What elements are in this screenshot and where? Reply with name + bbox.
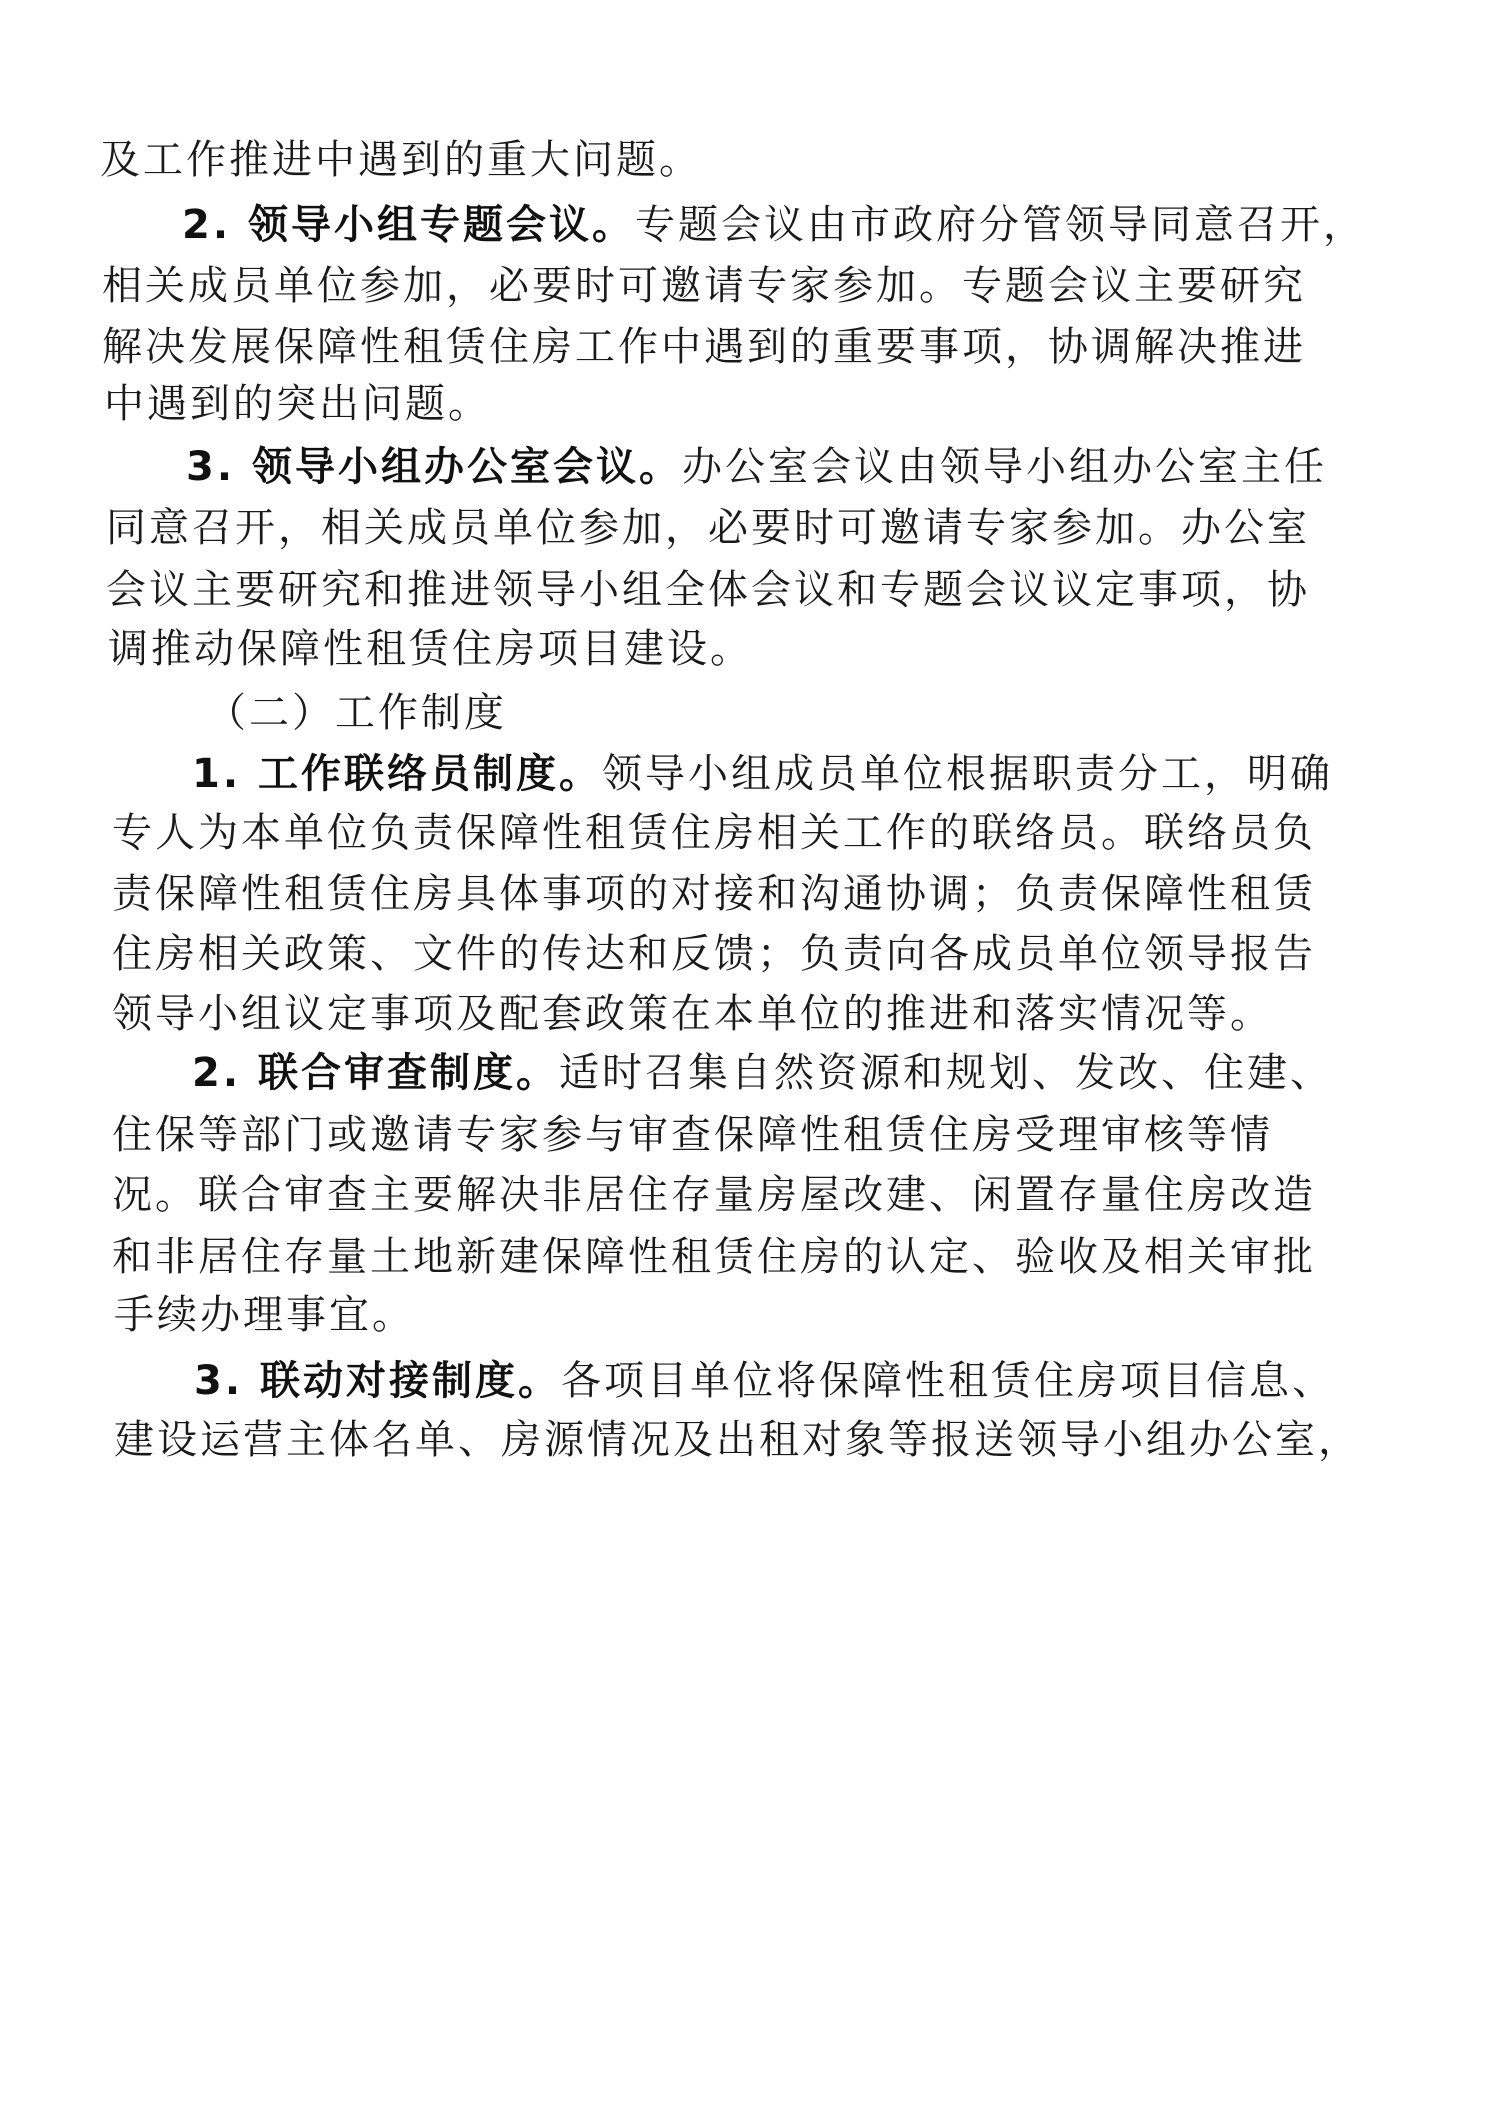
paragraph-line bbox=[112, 1233, 1316, 1281]
paragraph-line bbox=[102, 323, 1306, 371]
body-text: 中遇到的突出问题。 bbox=[104, 381, 491, 427]
body-text: 专人为本单位负责保障性租赁住房相关工作的联络员。联络员负 bbox=[112, 810, 1316, 856]
body-text: 建设运营主体名单、房源情况及出租对象等报送领导小组办公室， bbox=[114, 1417, 1361, 1463]
body-text: 解决发展保障性租赁住房工作中遇到的重要事项，协调解决推进 bbox=[102, 324, 1306, 370]
paragraph-line bbox=[112, 809, 1316, 857]
paragraph-line bbox=[106, 566, 1310, 614]
item-heading: 2. 领导小组专题会议。 bbox=[182, 202, 635, 248]
paragraph-line bbox=[192, 750, 1333, 798]
paragraph-line bbox=[182, 201, 1366, 249]
body-text: 和非居住存量土地新建保障性租赁住房的认定、验收及相关审批 bbox=[112, 1234, 1316, 1280]
body-text: 办公室会议由领导小组办公室主任 bbox=[681, 444, 1327, 490]
paragraph-line bbox=[186, 443, 1327, 491]
paragraph-line bbox=[112, 1171, 1316, 1219]
item-heading: 2. 联合审查制度。 bbox=[192, 1050, 559, 1096]
body-text: 相关成员单位参加，必要时可邀请专家参加。专题会议主要研究 bbox=[102, 263, 1306, 309]
body-text: 责保障性租赁住房具体事项的对接和沟通协调；负责保障性租赁 bbox=[112, 871, 1316, 917]
paragraph-line bbox=[112, 1111, 1273, 1159]
paragraph-line bbox=[106, 504, 1310, 552]
body-text: 及工作推进中遇到的重大问题。 bbox=[100, 137, 702, 183]
body-text: 住保等部门或邀请专家参与审查保障性租赁住房受理审核等情 bbox=[112, 1112, 1273, 1158]
paragraph-line bbox=[104, 380, 491, 428]
item-heading: 1. 工作联络员制度。 bbox=[192, 751, 602, 797]
body-text: 况。联合审查主要解决非居住存量房屋改建、闲置存量住房改造 bbox=[112, 1172, 1316, 1218]
paragraph-line bbox=[108, 625, 753, 673]
item-heading: 3. 联动对接制度。 bbox=[194, 1358, 561, 1404]
paragraph-line bbox=[192, 1049, 1333, 1097]
paragraph-line bbox=[112, 990, 1273, 1038]
body-text: 会议主要研究和推进领导小组全体会议和专题会议议定事项，协 bbox=[106, 567, 1310, 613]
body-text: 调推动保障性租赁住房项目建设。 bbox=[108, 626, 753, 672]
body-text: 领导小组成员单位根据职责分工，明确 bbox=[601, 751, 1333, 797]
body-text: 领导小组议定事项及配套政策在本单位的推进和落实情况等。 bbox=[112, 991, 1273, 1037]
paragraph-line bbox=[102, 262, 1306, 310]
paragraph-line bbox=[114, 1416, 1361, 1464]
paragraph-line bbox=[112, 930, 1316, 978]
paragraph-line bbox=[100, 136, 702, 184]
body-text: 同意召开，相关成员单位参加，必要时可邀请专家参加。办公室 bbox=[106, 505, 1310, 551]
body-text: 手续办理事宜。 bbox=[114, 1292, 415, 1338]
body-text: 专题会议由市政府分管领导同意召开， bbox=[634, 202, 1366, 248]
section-title: （二）工作制度 bbox=[206, 690, 507, 736]
paragraph-line bbox=[114, 1291, 415, 1339]
item-heading: 3. 领导小组办公室会议。 bbox=[186, 444, 682, 490]
paragraph-line bbox=[112, 870, 1316, 918]
body-text: 适时召集自然资源和规划、发改、住建、 bbox=[558, 1050, 1333, 1096]
paragraph-line bbox=[194, 1357, 1335, 1405]
section-heading bbox=[206, 689, 507, 737]
body-text: 各项目单位将保障性租赁住房项目信息、 bbox=[560, 1358, 1335, 1404]
body-text: 住房相关政策、文件的传达和反馈；负责向各成员单位领导报告 bbox=[112, 931, 1316, 977]
